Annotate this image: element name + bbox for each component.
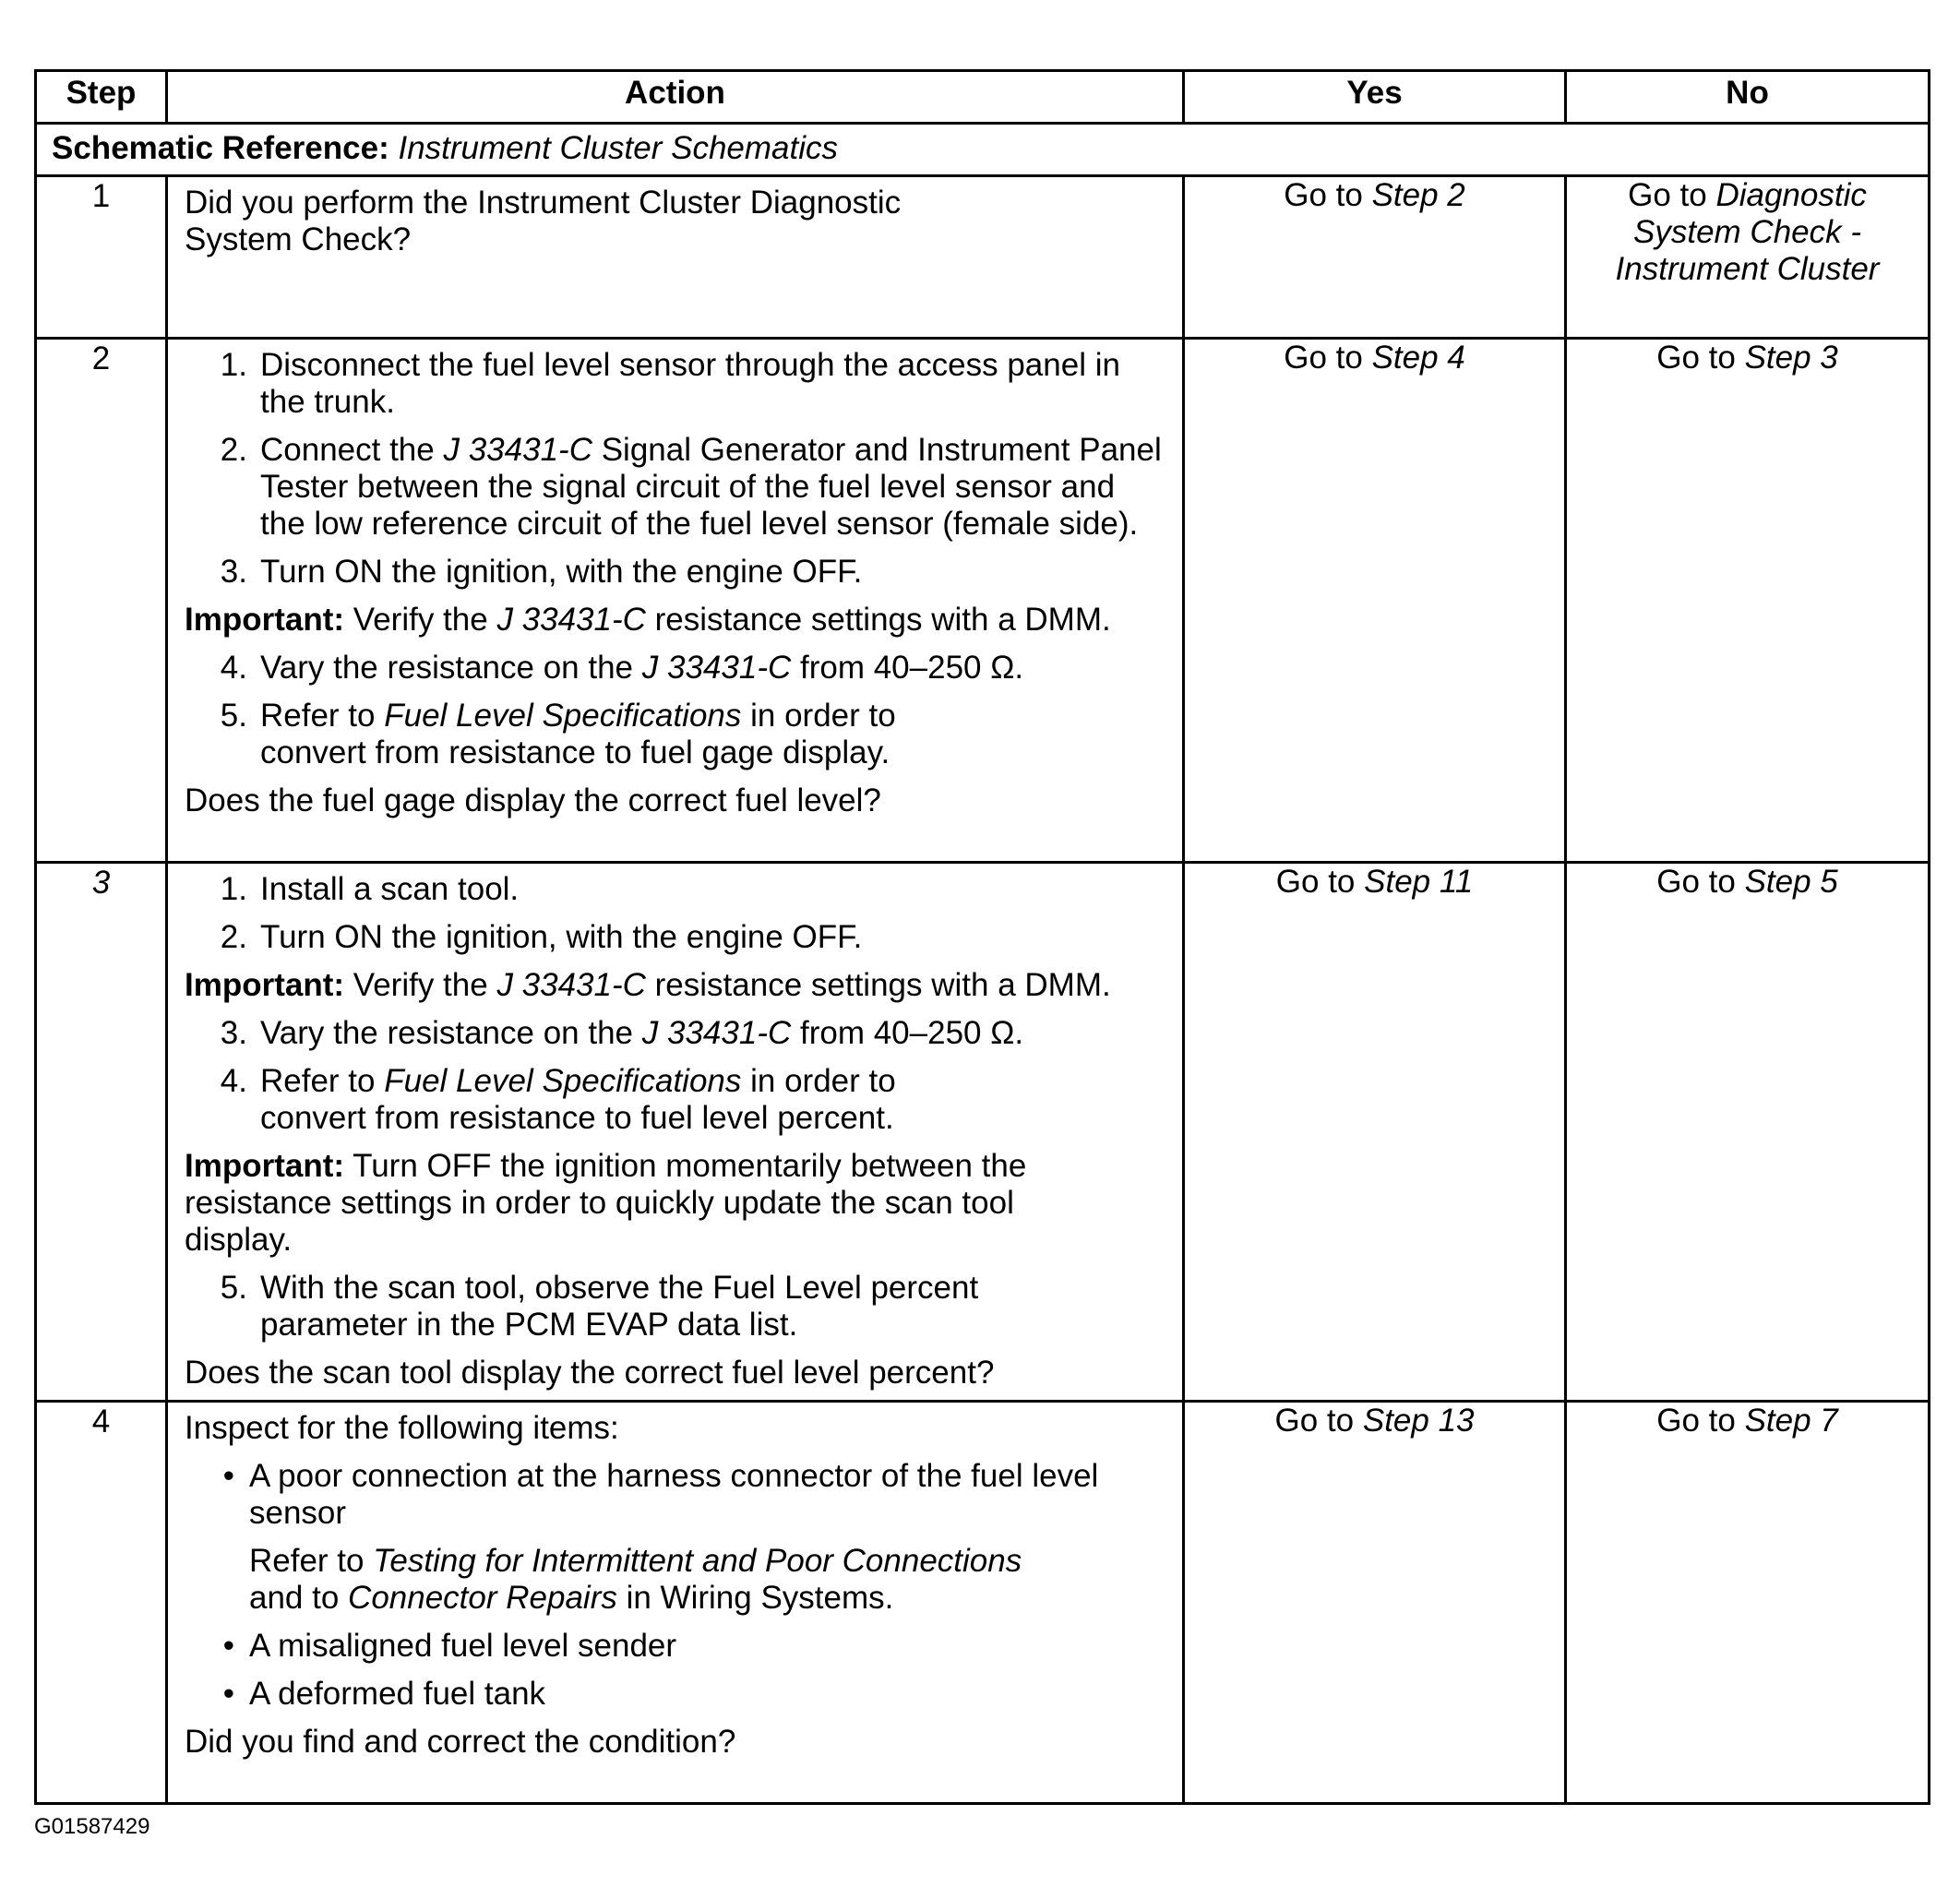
step-number: 3 <box>36 863 167 1402</box>
yes-target: Step 11 <box>1364 864 1474 900</box>
step-action <box>167 176 1184 339</box>
list-item: 5. With the scan tool, observe the Fuel Level percent parameter in the PCM EVAP data list. <box>220 1270 979 1343</box>
list-item: 3. Vary the resistance on the J 33431-C from 40–250 Ω. <box>220 1015 1024 1051</box>
yes-cell: Go to Step 13 <box>1184 1402 1566 1804</box>
step-question: Does the fuel gage display the correct fuel level? <box>185 782 881 818</box>
important-note: Important: Turn OFF the ignition momentarily between the resistance settings in order to quickly update the scan tool display. <box>185 1148 1027 1258</box>
no-cell: Go to Step 3 <box>1566 339 1930 863</box>
step-action <box>167 863 1184 1402</box>
diagnostic-table <box>34 69 1930 1805</box>
go-to-text: Go to <box>1628 177 1707 213</box>
list-item: • A misaligned fuel level sender <box>185 1628 1165 1665</box>
no-cell: Go to Step 5 <box>1566 863 1930 1402</box>
step-question: Does the scan tool display the correct fuel level percent? <box>185 1355 995 1391</box>
header-yes: Yes <box>1184 71 1566 124</box>
list-item: 4. Vary the resistance on the J 33431-C from 40–250 Ω. <box>220 650 1024 686</box>
list-item: 4. Refer to Fuel Level Specifications in order to convert from resistance to fuel level percent. <box>220 1063 896 1136</box>
yes-target: Step 4 <box>1371 340 1465 376</box>
spec-ref: Fuel Level Specifications <box>384 698 742 734</box>
spec-ref: Fuel Level Specifications <box>384 1063 742 1099</box>
bullet-icon: • <box>222 1628 234 1664</box>
yes-target: Step 13 <box>1362 1403 1475 1439</box>
list-item: 1. Install a scan tool. <box>220 871 520 907</box>
bullet-icon: • <box>222 1676 234 1712</box>
yes-cell: Go to Step 11 <box>1184 863 1566 1402</box>
table-row <box>36 176 1930 339</box>
step-action <box>167 1402 1184 1804</box>
list-item: 2. Connect the J 33431-C Signal Generator and Instrument Panel Tester between the signal circuit of the fuel level sensor and the low reference circuit of the fuel level sensor (female side). <box>220 432 1162 542</box>
yes-cell: Go to Step 4 <box>1184 339 1566 863</box>
schematic-reference <box>36 124 1930 176</box>
no-cell: Go to Step 7 <box>1566 1402 1930 1804</box>
figure-id: G01587429 <box>34 1814 150 1839</box>
table-row <box>36 339 1930 863</box>
important-note: Important: Verify the J 33431-C resistance settings with a DMM. <box>185 602 1111 638</box>
no-target: Diagnostic System Check - Instrument Cluster <box>1615 177 1880 287</box>
no-target: Step 3 <box>1744 340 1838 376</box>
table-row <box>36 1402 1930 1804</box>
table-row <box>36 863 1930 1402</box>
reference-note: Refer to Testing for Intermittent and Poor Connections and to Connector Repairs in Wiring Systems. <box>249 1543 1022 1616</box>
bullet-icon: • <box>222 1458 234 1494</box>
step-number: 1 <box>36 176 167 339</box>
step-action <box>167 339 1184 863</box>
header-row <box>36 71 1930 124</box>
list-item: • A poor connection at the harness connector of the fuel level sensor <box>185 1458 1165 1532</box>
list-item: • A deformed fuel tank <box>185 1676 1165 1713</box>
yes-cell <box>1184 176 1566 339</box>
no-target: Step 7 <box>1744 1403 1838 1439</box>
list-item: 3. Turn ON the ignition, with the engine OFF. <box>220 554 863 590</box>
header-action: Action <box>167 71 1184 124</box>
list-item: 5. Refer to Fuel Level Specifications in order to convert from resistance to fuel gage display. <box>220 698 896 770</box>
no-target: Step 5 <box>1744 864 1838 900</box>
yes-target: Step 2 <box>1371 177 1465 213</box>
schematic-row <box>36 124 1930 176</box>
schematic-value: Instrument Cluster Schematics <box>398 130 839 166</box>
important-note: Important: Verify the J 33431-C resistance settings with a DMM. <box>185 967 1111 1003</box>
list-item: 1. Disconnect the fuel level sensor through the access panel in the trunk. <box>220 347 1120 420</box>
go-to-text: Go to <box>1284 177 1363 213</box>
header-step: Step <box>36 71 167 124</box>
list-item: 2. Turn ON the ignition, with the engine OFF. <box>220 919 863 955</box>
step-number: 2 <box>36 339 167 863</box>
inspect-intro: Inspect for the following items: <box>185 1410 619 1446</box>
step-number: 4 <box>36 1402 167 1804</box>
no-cell <box>1566 176 1930 339</box>
step-question: Did you find and correct the condition? <box>185 1724 736 1760</box>
step-question: Did you perform the Instrument Cluster Diagnostic System Check? <box>185 185 902 257</box>
schematic-label: Schematic Reference: <box>52 130 389 166</box>
tool-ref: J 33431-C <box>443 432 592 468</box>
header-no: No <box>1566 71 1930 124</box>
